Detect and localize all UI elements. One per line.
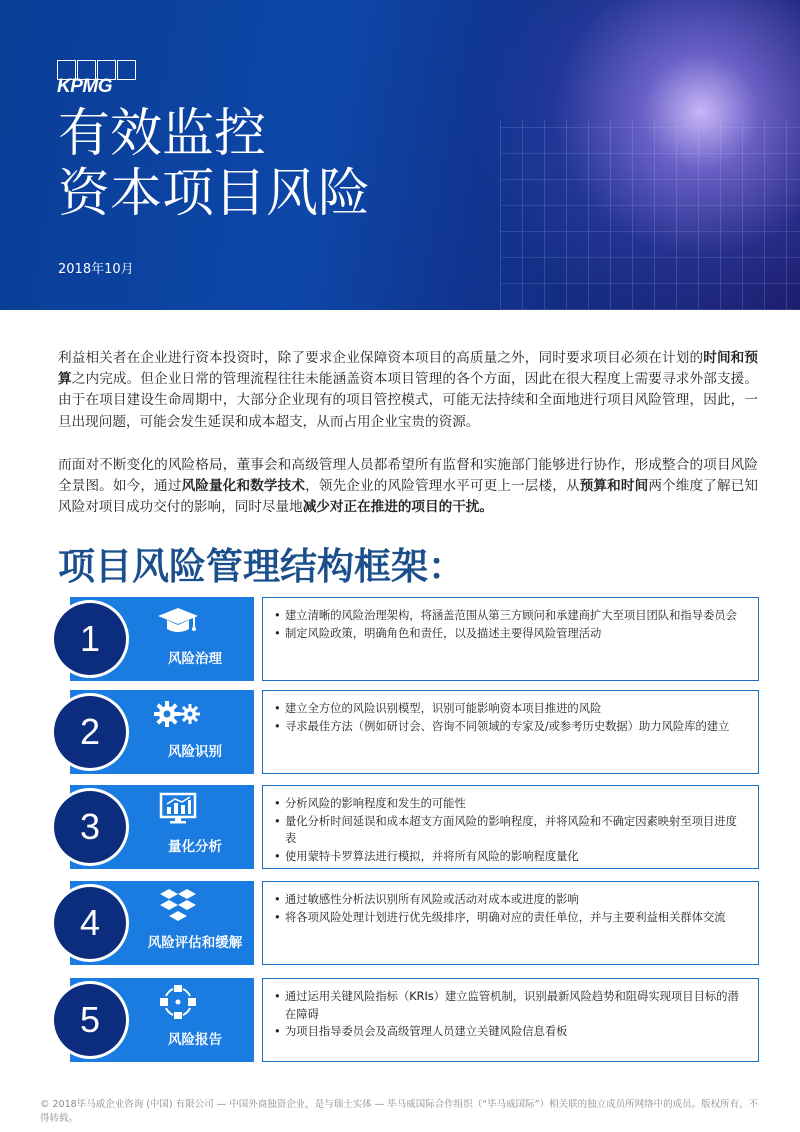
step-bullet-item: • 建立全方位的风险识别模型，识别可能影响资本项目推进的风险 bbox=[273, 700, 744, 718]
step-description-box bbox=[262, 785, 759, 869]
step-bullet-item: • 将各项风险处理计划进行优先级排序，明确对应的责任单位，并与主要利益相关群体交流 bbox=[273, 909, 744, 927]
intro-paragraph-2 bbox=[58, 455, 758, 519]
step-bullet-item: • 制定风险政策，明确角色和责任，以及描述主要得风险管理活动 bbox=[273, 625, 744, 643]
framework-step-4 bbox=[40, 881, 760, 965]
step-description-box bbox=[262, 881, 759, 965]
step-bullet-list bbox=[273, 988, 744, 1041]
emphasis-text: 减少对正在推进的项目的干扰。 bbox=[302, 499, 493, 516]
network-nodes-icon bbox=[148, 984, 208, 1020]
body-text: 之内完成。但企业日常的管理流程往往未能涵盖资本项目管理的各个方面，因此在很大程度上需要寻求外部支援。由于在项目建设生命周期中，大部分企业现有的项目管控模式，可能无法持续和全面地进行项目风险管理，因此，一旦出现问题，可能会发生延误和成本超支，从而占用企业宝贵的资源。 bbox=[58, 371, 759, 430]
body-text: 而面对不断变化的风险格局，董事会和高级管理人员都希望所有监督和实施部门能够进行协作，形成整合的项目风险全景图。如今，通过 bbox=[58, 457, 758, 495]
body-text: ，领先企业的风险管理水平可更上一层楼，从 bbox=[305, 478, 580, 495]
title-line-1: 有效监控 bbox=[58, 104, 267, 164]
step-label: 量化分析 bbox=[168, 839, 222, 855]
step-bullet-list bbox=[273, 607, 744, 642]
step-number-badge: 3 bbox=[54, 791, 126, 863]
framework-step-3 bbox=[40, 785, 760, 869]
hero-circuit-pattern bbox=[500, 120, 800, 310]
step-bullet-list bbox=[273, 891, 744, 926]
chart-monitor-icon bbox=[148, 791, 208, 827]
step-label: 风险评估和缓解 bbox=[147, 935, 243, 951]
section-title: 项目风险管理结构框架： bbox=[58, 545, 465, 588]
step-bullet-item: • 寻求最佳方法（例如研讨会、咨询不同领域的专家及/或参考历史数据）助力风险库的建立 bbox=[273, 718, 744, 736]
emphasis-text: 时间和预算 bbox=[58, 350, 758, 388]
emphasis-text: 预算和时间 bbox=[579, 478, 649, 495]
body-text: 利益相关者在企业进行资本投资时，除了要求企业保障资本项目的高质量之外，同时要求项目必须在计划的 bbox=[58, 350, 704, 366]
copyright-footer: © 2018毕马威企业咨询 (中国) 有限公司 — 中国外商独资企业，是与瑞士实体 — 毕马威国际合作组织（“毕马威国际”）相关联的独立成员所网络中的成员。版权所有，不得转载。 bbox=[40, 1099, 759, 1124]
step-description-box bbox=[262, 690, 759, 774]
step-number-badge: 1 bbox=[54, 603, 126, 675]
step-label: 风险识别 bbox=[168, 744, 222, 760]
framework-step-1 bbox=[40, 597, 760, 681]
title-line-2: 资本项目风险 bbox=[58, 164, 371, 224]
page-title bbox=[58, 104, 370, 224]
step-description-box bbox=[262, 978, 759, 1062]
layers-icon bbox=[148, 887, 208, 923]
hero-banner bbox=[0, 0, 800, 310]
step-bullet-list bbox=[273, 795, 744, 865]
step-label: 风险报告 bbox=[168, 1032, 222, 1048]
step-bullet-list bbox=[273, 700, 744, 735]
framework-step-5 bbox=[40, 978, 760, 1062]
step-number-badge: 5 bbox=[54, 984, 126, 1056]
graduation-cap-icon bbox=[148, 603, 208, 639]
intro-paragraph-1 bbox=[58, 348, 758, 433]
body-text: 两个维度了解已知风险对项目成功交付的影响，同时尽量地 bbox=[58, 478, 759, 516]
step-bullet-item: • 使用蒙特卡罗算法进行模拟，并将所有风险的影响程度量化 bbox=[273, 848, 744, 866]
emphasis-text: 风险量化和数学技术 bbox=[181, 478, 306, 495]
step-bullet-item: • 建立清晰的风险治理架构，将涵盖范围从第三方顾问和承建商扩大至项目团队和指导委员会 bbox=[273, 607, 744, 625]
framework-step-2 bbox=[40, 690, 760, 774]
logo-text: KPMG bbox=[57, 76, 112, 97]
gears-icon bbox=[148, 696, 208, 732]
step-bullet-item: • 为项目指导委员会及高级管理人员建立关键风险信息看板 bbox=[273, 1023, 744, 1041]
step-number-badge: 2 bbox=[54, 696, 126, 768]
kpmg-logo bbox=[57, 60, 139, 96]
step-bullet-item: • 分析风险的影响程度和发生的可能性 bbox=[273, 795, 744, 813]
step-bullet-item: • 通过敏感性分析法识别所有风险或活动对成本或进度的影响 bbox=[273, 891, 744, 909]
publication-date: 2018年10月 bbox=[58, 262, 134, 277]
step-description-box bbox=[262, 597, 759, 681]
step-label: 风险治理 bbox=[168, 651, 222, 667]
step-bullet-item: • 量化分析时间延误和成本超支方面风险的影响程度，并将风险和不确定因素映射至项目进度表 bbox=[273, 813, 744, 848]
step-number-badge: 4 bbox=[54, 887, 126, 959]
step-bullet-item: • 通过运用关键风险指标（KRIs）建立监管机制，识别最新风险趋势和阻碍实现项目目标的潜在障碍 bbox=[273, 988, 744, 1023]
